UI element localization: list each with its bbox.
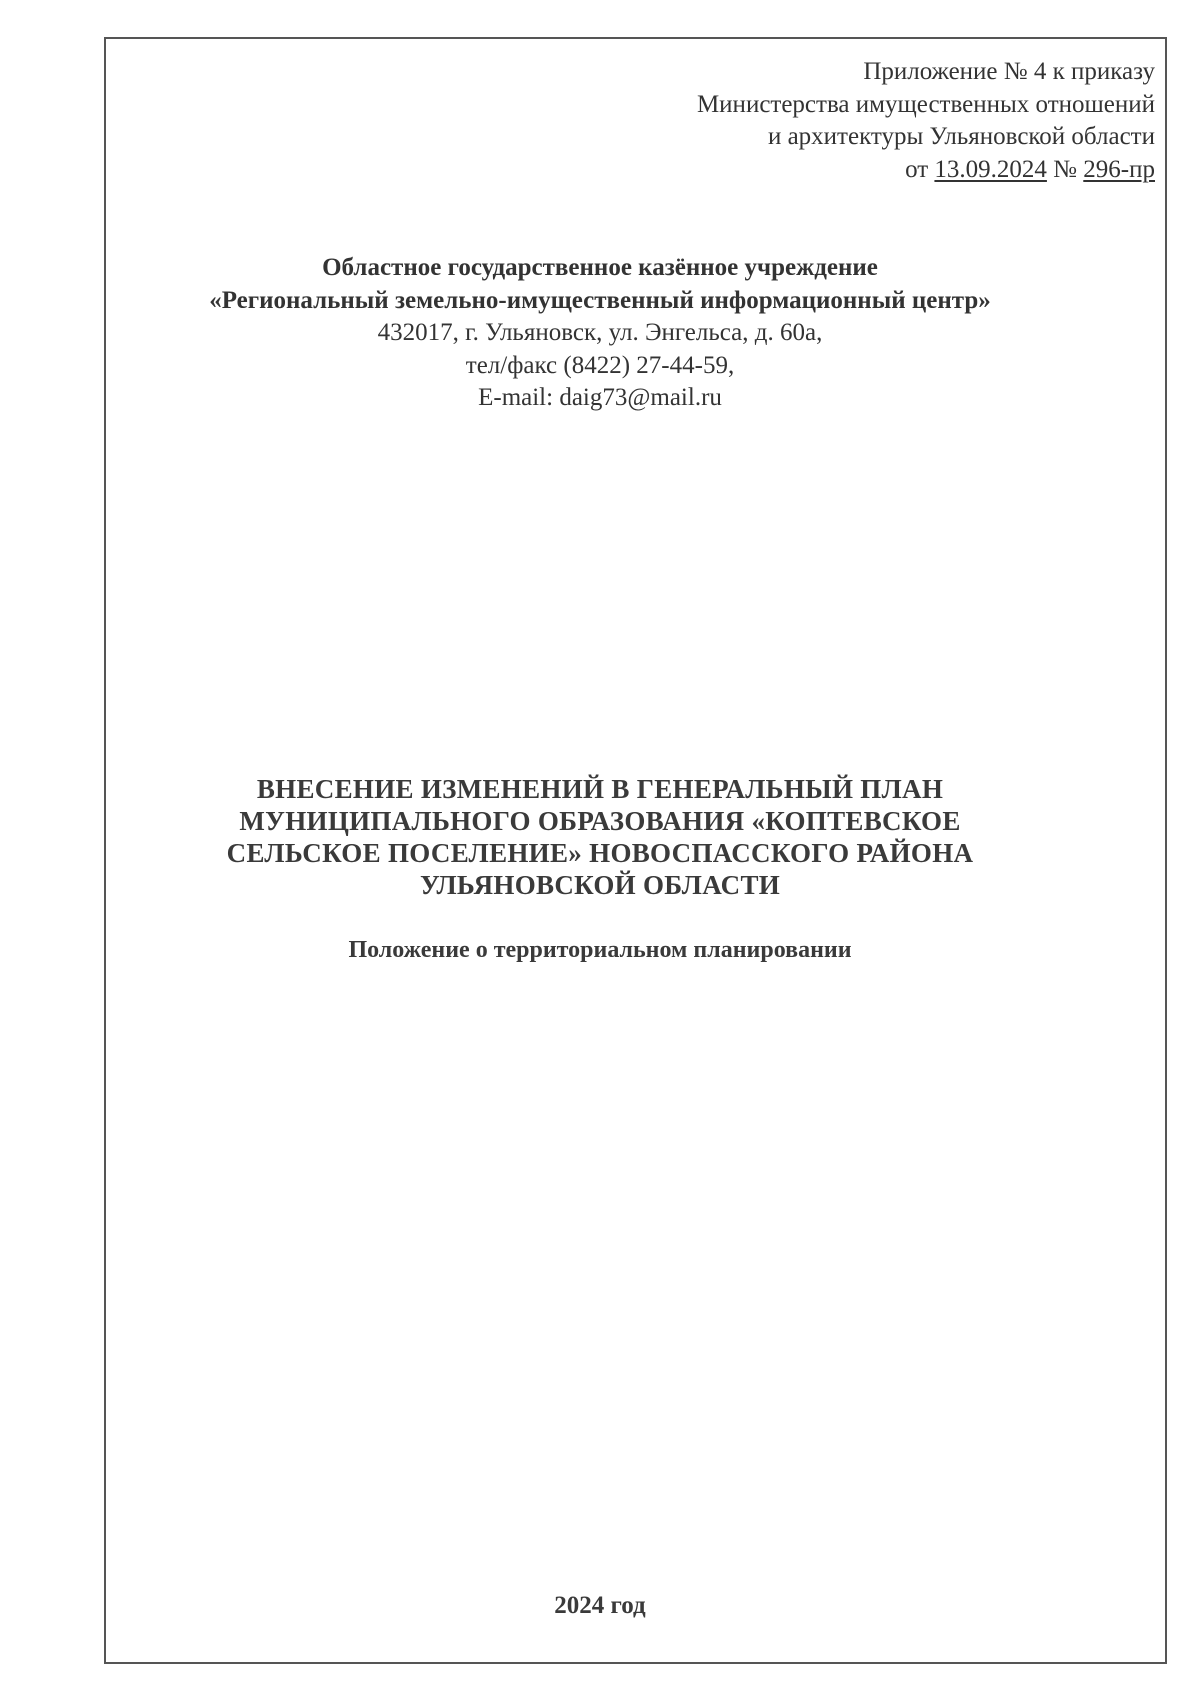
organization-block [0,252,1200,415]
appendix-date-prefix: от [905,155,935,183]
document-subtitle: Положение о территориальном планировании [348,937,852,963]
document-title [0,773,1200,901]
appendix-note [697,56,1155,186]
order-number: 296-пр [1083,155,1155,183]
organization-name-line-2: «Региональный земельно-имущественный информационный центр» [209,286,991,314]
organization-phone: тел/факс (8422) 27-44-59, [465,351,735,379]
order-date: 13.09.2024 [934,155,1047,183]
appendix-line-3: и архитектуры Ульяновской области [767,123,1155,150]
appendix-line-1: Приложение № 4 к приказу [863,58,1155,85]
organization-address: 432017, г. Ульяновск, ул. Энгельса, д. 60а, [377,319,823,346]
order-number-sign: № [1046,155,1084,183]
organization-email: E-mail: daig73@mail.ru [478,384,722,411]
document-year: 2024 год [554,1592,646,1619]
appendix-line-2: Министерства имущественных отношений [696,90,1155,118]
title-line-1: ВНЕСЕНИЕ ИЗМЕНЕНИЙ В ГЕНЕРАЛЬНЫЙ ПЛАН [256,774,944,804]
organization-name-line-1: Областное государственное казённое учреждение [322,254,878,281]
title-line-3: СЕЛЬСКОЕ ПОСЕЛЕНИЕ» НОВОСПАССКОГО РАЙОНА [226,838,974,868]
appendix-line-4 [697,154,1155,187]
title-line-4: УЛЬЯНОВСКОЙ ОБЛАСТИ [419,870,781,900]
title-line-2: МУНИЦИПАЛЬНОГО ОБРАЗОВАНИЯ «КОПТЕВСКОЕ [239,806,961,836]
